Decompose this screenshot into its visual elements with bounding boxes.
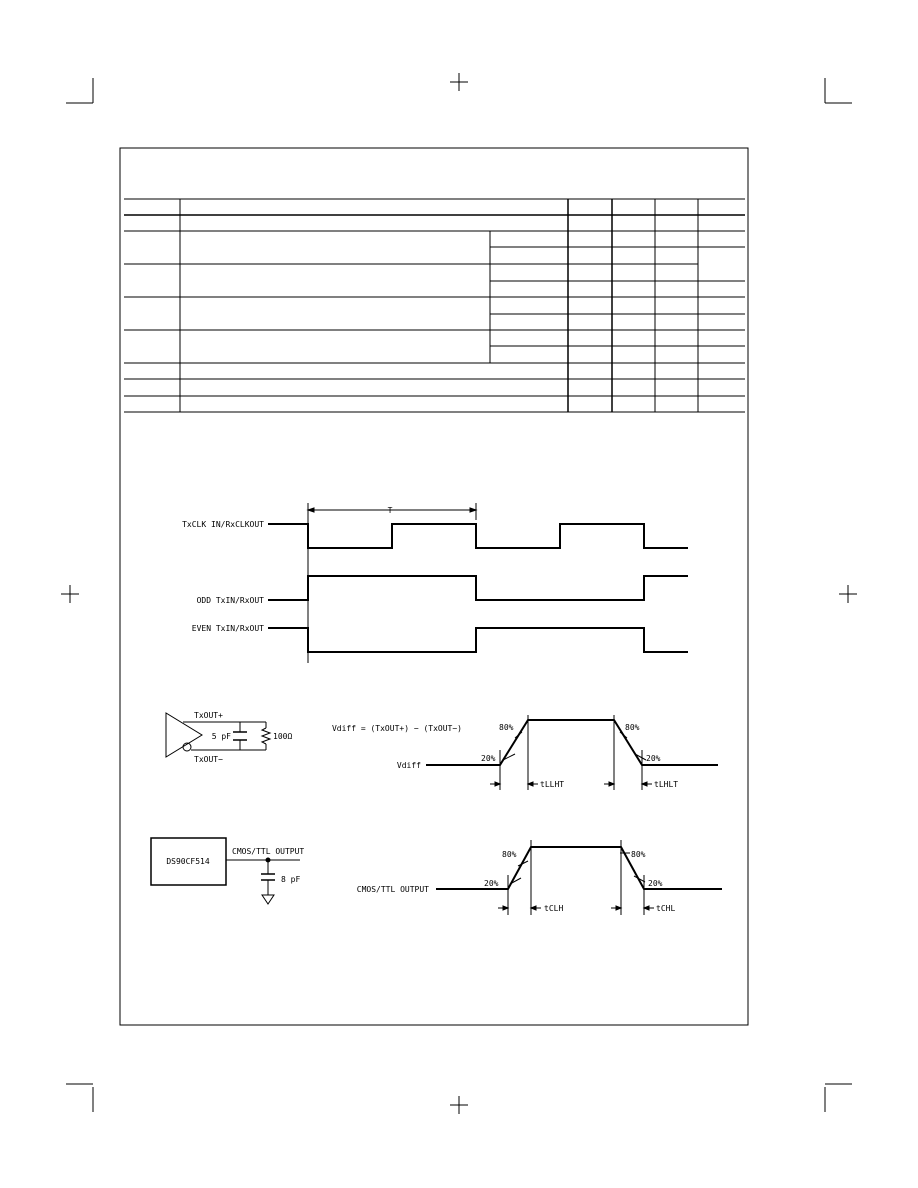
tx-cap-label: 5 pF	[211, 732, 231, 741]
cmos-waveform	[436, 847, 722, 889]
odd-waveform	[268, 576, 688, 600]
lvds-rise-label: tLLHT	[540, 780, 565, 789]
vdiff-label: Vdiff	[396, 761, 421, 770]
cmos-transition-diagram	[357, 840, 722, 915]
lvds-transition-diagram	[332, 715, 718, 790]
lvds-80-left: 80%	[499, 723, 514, 732]
tx-pin-negative: TxOUT−	[194, 755, 223, 764]
cmos-rise-label: tCLH	[544, 904, 564, 913]
cmos-signal-label: CMOS/TTL OUTPUT	[356, 885, 429, 894]
rx-output-label: CMOS/TTL OUTPUT	[232, 847, 305, 856]
cmos-20-right: 20%	[648, 879, 663, 888]
spec-table-grid	[124, 199, 745, 412]
cmos-80-left: 80%	[502, 850, 517, 859]
timing-diagram	[182, 503, 688, 663]
rx-cap-label: 8 pF	[281, 875, 301, 884]
even-waveform	[268, 628, 688, 652]
tx-res-label: 100Ω	[273, 732, 293, 741]
tx-load-circuit	[166, 711, 292, 764]
even-signal-label: EVEN TxIN/RxOUT	[191, 624, 264, 633]
odd-signal-label: ODD TxIN/RxOUT	[196, 596, 264, 605]
resistor-icon	[262, 728, 270, 744]
content-frame	[120, 148, 748, 1025]
vdiff-waveform	[426, 720, 718, 765]
period-label: T	[387, 506, 393, 515]
lvds-20-left: 20%	[481, 754, 496, 763]
tx-pin-positive: TxOUT+	[194, 711, 223, 720]
rx-load-circuit	[151, 838, 304, 904]
lvds-20-right: 20%	[646, 754, 661, 763]
cmos-20-left: 20%	[484, 879, 499, 888]
vdiff-equation: Vdiff = (TxOUT+) − (TxOUT−)	[331, 724, 462, 733]
ground-icon	[262, 895, 274, 904]
lvds-80-right: 80%	[625, 723, 640, 732]
chip-label: DS90CF514	[166, 857, 210, 866]
cmos-fall-label: tCHL	[656, 904, 676, 913]
clock-signal-label: TxCLK IN/RxCLKOUT	[182, 520, 264, 529]
cmos-80-right: 80%	[631, 850, 646, 859]
lvds-fall-label: tLHLT	[654, 780, 679, 789]
clock-waveform	[268, 524, 688, 548]
